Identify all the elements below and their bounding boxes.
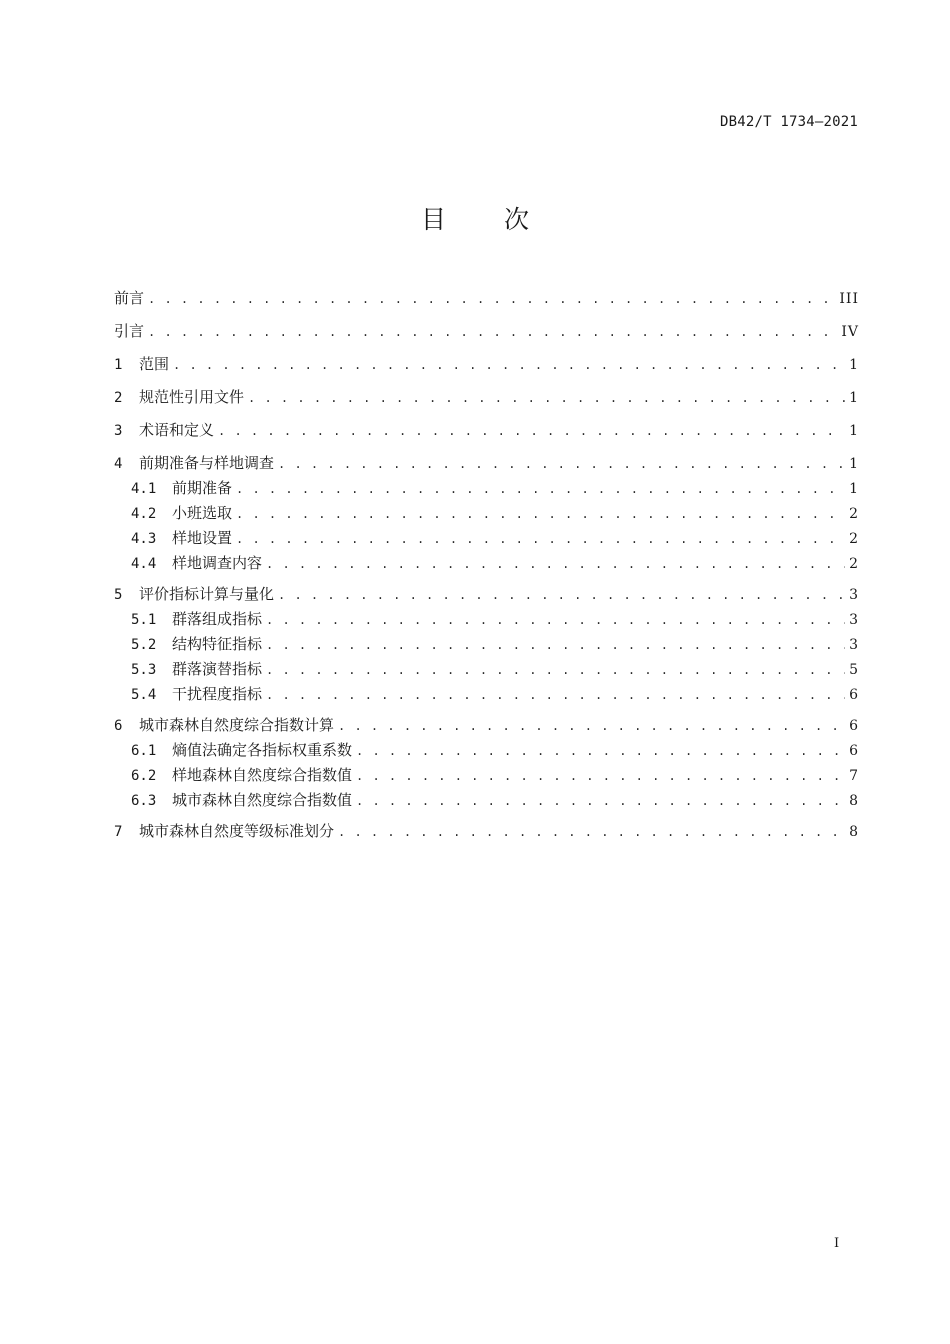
toc-entry-label: 评价指标计算与量化 [139, 585, 275, 603]
toc-leader-dots [173, 355, 845, 375]
toc-entry[interactable] [114, 453, 859, 474]
toc-entry[interactable] [114, 584, 859, 605]
toc-entry-label: 小班选取 [172, 504, 233, 522]
toc-entry[interactable] [114, 321, 859, 342]
toc-entry-number: 4 [114, 456, 123, 472]
toc-entry-page: 1 [849, 423, 859, 439]
toc-list [114, 288, 859, 842]
toc-entry-label: 结构特征指标 [172, 635, 263, 653]
toc-entry-number: 5.4 [131, 687, 157, 703]
toc-entry[interactable] [114, 609, 859, 630]
toc-entry[interactable] [114, 684, 859, 705]
toc-entry[interactable] [114, 765, 859, 786]
toc-title-char-2: 次 [504, 205, 530, 234]
toc-entry[interactable] [114, 553, 859, 574]
toc-entry-label: 前期准备 [172, 479, 233, 497]
toc-leader-dots [356, 766, 845, 786]
toc-entry-page: 3 [849, 587, 859, 603]
toc-leader-dots [338, 822, 845, 842]
toc-entry[interactable] [114, 634, 859, 655]
toc-entry-label: 规范性引用文件 [139, 388, 245, 406]
toc-entry-label: 群落组成指标 [172, 610, 263, 628]
toc-entry-number: 6.2 [131, 768, 157, 784]
toc-entry-page: 7 [849, 768, 859, 784]
toc-entry-label: 城市森林自然度等级标准划分 [139, 822, 335, 840]
toc-entry-label: 样地森林自然度综合指数值 [172, 766, 353, 784]
toc-entry-page: 6 [849, 687, 859, 703]
toc-leader-dots [236, 504, 845, 524]
toc-entry-number: 4.3 [131, 531, 157, 547]
toc-entry-page: III [839, 291, 859, 307]
toc-entry-label: 样地设置 [172, 529, 233, 547]
toc-entry[interactable] [114, 659, 859, 680]
toc-entry-number: 5.2 [131, 637, 157, 653]
toc-leader-dots [266, 660, 845, 680]
toc-leader-dots [338, 716, 845, 736]
toc-entry-page: 8 [849, 793, 859, 809]
page-number: I [834, 1236, 840, 1251]
toc-leader-dots [236, 529, 845, 549]
toc-entry[interactable] [114, 821, 859, 842]
document-code: DB42/T 1734—2021 [719, 114, 858, 130]
toc-entry-number: 6.1 [131, 743, 157, 759]
toc-entry-label: 样地调查内容 [172, 554, 263, 572]
toc-entry-page: 2 [849, 531, 859, 547]
toc-entry[interactable] [114, 790, 859, 811]
toc-leader-dots [148, 289, 835, 309]
toc-leader-dots [266, 685, 845, 705]
toc-entry[interactable] [114, 387, 859, 408]
toc-entry-page: 2 [849, 506, 859, 522]
toc-entry[interactable] [114, 478, 859, 499]
toc-leader-dots [278, 454, 845, 474]
toc-leader-dots [356, 791, 845, 811]
toc-entry-number: 6.3 [131, 793, 157, 809]
toc-entry-label: 城市森林自然度综合指数值 [172, 791, 353, 809]
toc-entry[interactable] [114, 528, 859, 549]
toc-entry-page: IV [841, 324, 859, 340]
toc-entry-label: 群落演替指标 [172, 660, 263, 678]
toc-entry-page: 1 [849, 390, 859, 406]
toc-entry-label: 熵值法确定各指标权重系数 [172, 741, 353, 759]
toc-entry-number: 6 [114, 718, 123, 734]
toc-entry-label: 城市森林自然度综合指数计算 [139, 716, 335, 734]
toc-leader-dots [248, 388, 845, 408]
toc-entry[interactable] [114, 420, 859, 441]
toc-entry-page: 5 [849, 662, 859, 678]
toc-entry-page: 1 [849, 357, 859, 373]
toc-entry[interactable] [114, 354, 859, 375]
toc-leader-dots [356, 741, 845, 761]
toc-entry-number: 5.1 [131, 612, 157, 628]
toc-entry-label: 引言 [114, 322, 145, 340]
toc-entry[interactable] [114, 503, 859, 524]
toc-leader-dots [266, 635, 845, 655]
toc-entry-number: 7 [114, 824, 123, 840]
toc-leader-dots [266, 610, 845, 630]
toc-leader-dots [236, 479, 845, 499]
toc-title-char-1: 目 [420, 205, 446, 234]
toc-entry-page: 1 [849, 481, 859, 497]
toc-entry-number: 4.4 [131, 556, 157, 572]
toc-leader-dots [266, 554, 845, 574]
toc-entry-page: 6 [849, 718, 859, 734]
toc-entry-number: 3 [114, 423, 123, 439]
toc-entry-page: 1 [849, 456, 859, 472]
toc-entry-number: 1 [114, 357, 123, 373]
toc-entry-number: 4.1 [131, 481, 157, 497]
toc-entry-page: 3 [849, 612, 859, 628]
toc-entry-number: 4.2 [131, 506, 157, 522]
toc-entry-page: 3 [849, 637, 859, 653]
toc-entry-label: 干扰程度指标 [172, 685, 263, 703]
toc-entry[interactable] [114, 288, 859, 309]
toc-entry-number: 2 [114, 390, 123, 406]
toc-leader-dots [218, 421, 845, 441]
toc-entry-label: 范围 [139, 355, 170, 373]
toc-leader-dots [148, 322, 837, 342]
toc-entry-label: 术语和定义 [139, 421, 215, 439]
toc-leader-dots [278, 585, 845, 605]
toc-entry-page: 8 [849, 824, 859, 840]
toc-entry[interactable] [114, 740, 859, 761]
toc-entry[interactable] [114, 715, 859, 736]
toc-title [0, 200, 950, 236]
toc-entry-page: 2 [849, 556, 859, 572]
toc-entry-number: 5.3 [131, 662, 157, 678]
toc-entry-label: 前言 [114, 289, 145, 307]
toc-entry-page: 6 [849, 743, 859, 759]
toc-entry-label: 前期准备与样地调查 [139, 454, 275, 472]
toc-entry-number: 5 [114, 587, 123, 603]
